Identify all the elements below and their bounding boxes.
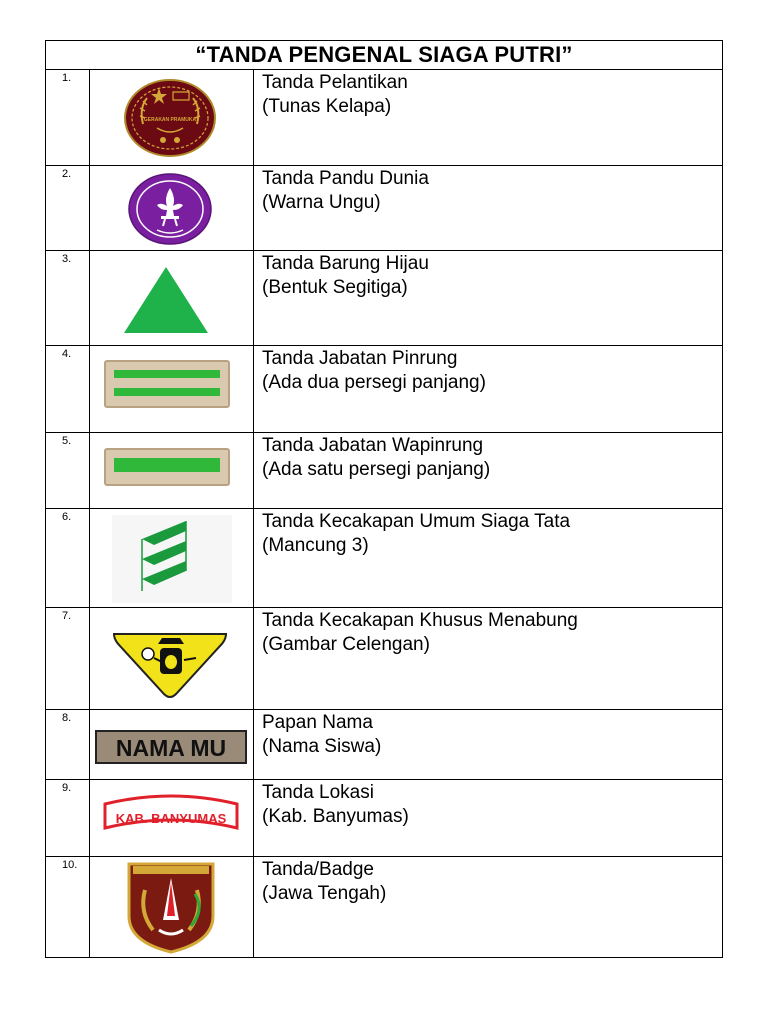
table-row xyxy=(46,166,723,251)
badge-description xyxy=(254,608,723,710)
table-row xyxy=(46,780,723,857)
badge-description xyxy=(254,70,723,166)
badge-image-cell xyxy=(90,346,254,433)
badge-description xyxy=(254,433,723,509)
row-number: 4. xyxy=(46,346,90,433)
name-plate-text: NAMA MU xyxy=(115,735,227,761)
badge-table xyxy=(45,40,723,958)
row-number: 2. xyxy=(46,166,90,251)
badge-image-cell xyxy=(90,780,254,857)
two-stripe-badge-icon xyxy=(102,358,232,410)
table-row xyxy=(46,70,723,166)
three-chevron-badge-icon xyxy=(112,515,232,603)
badge-subtitle: (Jawa Tengah) xyxy=(262,883,387,904)
badge-name: Tanda Barung Hijau xyxy=(262,253,429,274)
badge-description xyxy=(254,166,723,251)
table-row xyxy=(46,433,723,509)
row-number: 5. xyxy=(46,433,90,509)
badge-subtitle: (Ada dua persegi panjang) xyxy=(262,372,486,393)
badge-name: Tanda Pelantikan xyxy=(262,72,408,93)
piggy-bank-badge-icon xyxy=(110,630,230,700)
one-stripe-badge-icon xyxy=(102,446,232,488)
badge-subtitle: (Nama Siswa) xyxy=(262,736,382,757)
badge-description xyxy=(254,346,723,433)
badge-description xyxy=(254,251,723,346)
badge-emblem-text: GERAKAN PRAMUKA xyxy=(143,117,197,123)
badge-name: Tanda Kecakapan Umum Siaga Tata xyxy=(262,511,571,532)
table-row xyxy=(46,251,723,346)
badge-image-cell xyxy=(90,251,254,346)
badge-name: Tanda Kecakapan Khusus Menabung xyxy=(262,610,578,631)
table-row xyxy=(46,857,723,958)
badge-subtitle: (Kab. Banyumas) xyxy=(262,806,409,827)
table-row xyxy=(46,346,723,433)
location-ribbon-icon xyxy=(102,794,240,838)
row-number: 3. xyxy=(46,251,90,346)
badge-description xyxy=(254,780,723,857)
badge-name: Tanda Pandu Dunia xyxy=(262,168,429,189)
badge-subtitle: (Tunas Kelapa) xyxy=(262,96,392,117)
jawa-tengah-shield-icon xyxy=(125,860,217,954)
badge-description xyxy=(254,710,723,780)
green-triangle-icon xyxy=(122,265,210,335)
badge-subtitle: (Ada satu persegi panjang) xyxy=(262,459,491,480)
table-row xyxy=(46,710,723,780)
title-row xyxy=(46,41,723,70)
world-scout-badge-icon xyxy=(127,172,213,246)
badge-image-cell xyxy=(90,509,254,608)
badge-description xyxy=(254,857,723,958)
badge-subtitle: (Gambar Celengan) xyxy=(262,634,430,655)
row-number: 6. xyxy=(46,509,90,608)
row-number: 10. xyxy=(46,857,90,958)
badge-image-cell xyxy=(90,433,254,509)
badge-name: Tanda Jabatan Wapinrung xyxy=(262,435,484,456)
document-title: “TANDA PENGENAL SIAGA PUTRI” xyxy=(46,41,723,70)
badge-description xyxy=(254,509,723,608)
row-number: 1. xyxy=(46,70,90,166)
badge-image-cell xyxy=(90,166,254,251)
table-row xyxy=(46,509,723,608)
tunas-kelapa-badge-icon xyxy=(123,78,217,158)
badge-image-cell xyxy=(90,710,254,780)
badge-subtitle: (Mancung 3) xyxy=(262,535,369,556)
badge-name: Tanda/Badge xyxy=(262,859,374,880)
badge-image-cell xyxy=(90,608,254,710)
name-plate-icon xyxy=(95,730,247,764)
row-number: 7. xyxy=(46,608,90,710)
row-number: 8. xyxy=(46,710,90,780)
badge-image-cell xyxy=(90,857,254,958)
badge-name: Tanda Lokasi xyxy=(262,782,374,803)
location-ribbon-text: KAB. BANYUMAS xyxy=(115,811,227,826)
badge-subtitle: (Bentuk Segitiga) xyxy=(262,277,408,298)
row-number: 9. xyxy=(46,780,90,857)
badge-name: Papan Nama xyxy=(262,712,373,733)
table-row xyxy=(46,608,723,710)
badge-subtitle: (Warna Ungu) xyxy=(262,192,381,213)
badge-name: Tanda Jabatan Pinrung xyxy=(262,348,458,369)
badge-image-cell xyxy=(90,70,254,166)
